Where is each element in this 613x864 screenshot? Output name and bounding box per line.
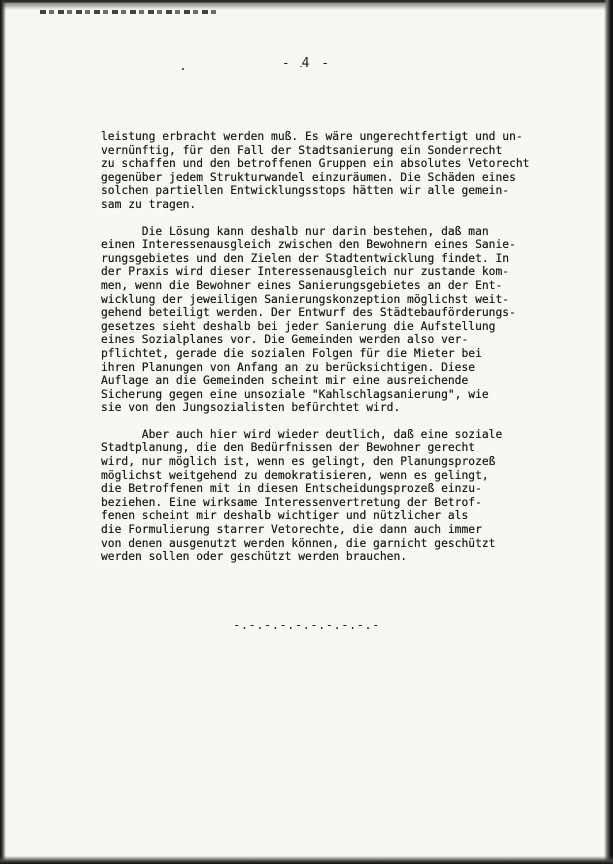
text-line: einen Interessenausgleich zwischen den Bewohnern eines Sanie- — [101, 238, 516, 252]
text-line: Die Lösung kann deshalb nur darin bestehen, daß man — [101, 224, 489, 238]
text-line: rungsgebietes und den Zielen der Stadtentwicklung findet. In — [101, 251, 510, 265]
text-line: vernünftig, für den Fall der Stadtsanierung ein Sonderrecht — [101, 143, 503, 157]
text-line: fenen scheint mir deshalb wichtiger und nützlicher als — [101, 509, 469, 523]
text-line: von denen ausgenutzt werden können, die garnicht geschützt — [101, 536, 496, 550]
document-body — [101, 130, 571, 564]
text-line: wird, nur möglich ist, wenn es gelingt, den Planungsprozeß — [101, 455, 496, 469]
text-line: werden sollen oder geschützt werden brauchen. — [101, 550, 408, 564]
text-line: gegenüber jedem Strukturwandel einzuräumen. Die Schäden eines — [101, 170, 516, 184]
text-line: gehend beteiligt werden. Der Entwurf des Städtebauförderungs- — [101, 306, 516, 320]
text-line: zu schaffen und den betroffenen Gruppen ein absolutes Vetorecht — [101, 157, 530, 171]
text-line: sie von den Jungsozialisten befürchtet wird. — [101, 401, 401, 415]
page-number: - 4 - — [281, 56, 332, 71]
text-line: Auflage an die Gemeinden scheint mir eine ausreichende — [101, 374, 469, 388]
text-line: die Betroffenen mit in diesen Entscheidungsprozeß einzu- — [101, 482, 482, 496]
text-line: ihren Planungen von Anfang an zu berücksichtigen. Diese — [101, 360, 476, 374]
text-line: eines Sozialplanes vor. Die Gemeinden werden also ver- — [101, 333, 469, 347]
text-line: möglichst weitgehend zu demokratisieren, wenn es gelingt, — [101, 468, 489, 482]
text-line: solchen partiellen Entwicklungsstops hätten wir alle gemein- — [101, 184, 510, 198]
text-line: die Formulierung starrer Vetorechte, die dann auch immer — [101, 523, 482, 537]
scan-edge-left — [0, 0, 6, 864]
text-line: wicklung der jeweiligen Sanierungskonzeption möglichst weit- — [101, 292, 510, 306]
text-line: men, wenn die Bewohner eines Sanierungsgebietes an der Ent- — [101, 278, 503, 292]
text-line: leistung erbracht werden muß. Es wäre ungerechtfertigt und un- — [101, 130, 523, 143]
paragraph-2 — [101, 225, 571, 415]
scan-streak — [40, 10, 220, 14]
text-line: Sicherung gegen eine unsoziale "Kahlschlagsanierung", wie — [101, 387, 489, 401]
scan-edge-bottom — [0, 856, 613, 864]
text-line: Aber auch hier wird wieder deutlich, daß eine soziale — [101, 427, 503, 441]
scan-edge-right — [604, 0, 613, 864]
text-line: sam zu tragen. — [101, 197, 197, 211]
paragraph-1 — [101, 130, 571, 212]
end-separator: -.-.-.-.-.-.-.-.-.- — [233, 618, 380, 632]
text-line: der Praxis wird dieser Interessenausgleich nur zustande kom- — [101, 265, 510, 279]
text-line: beziehen. Eine wirksame Interessenvertretung der Betrof- — [101, 495, 482, 509]
paragraph-3 — [101, 428, 571, 564]
text-line: Stadtplanung, die den Bedürfnissen der Bewohner gerecht — [101, 441, 476, 455]
text-line: gesetzes sieht deshalb bei jeder Sanierung die Aufstellung — [101, 319, 496, 333]
text-line: pflichtet, gerade die sozialen Folgen für die Mieter bei — [101, 346, 482, 360]
